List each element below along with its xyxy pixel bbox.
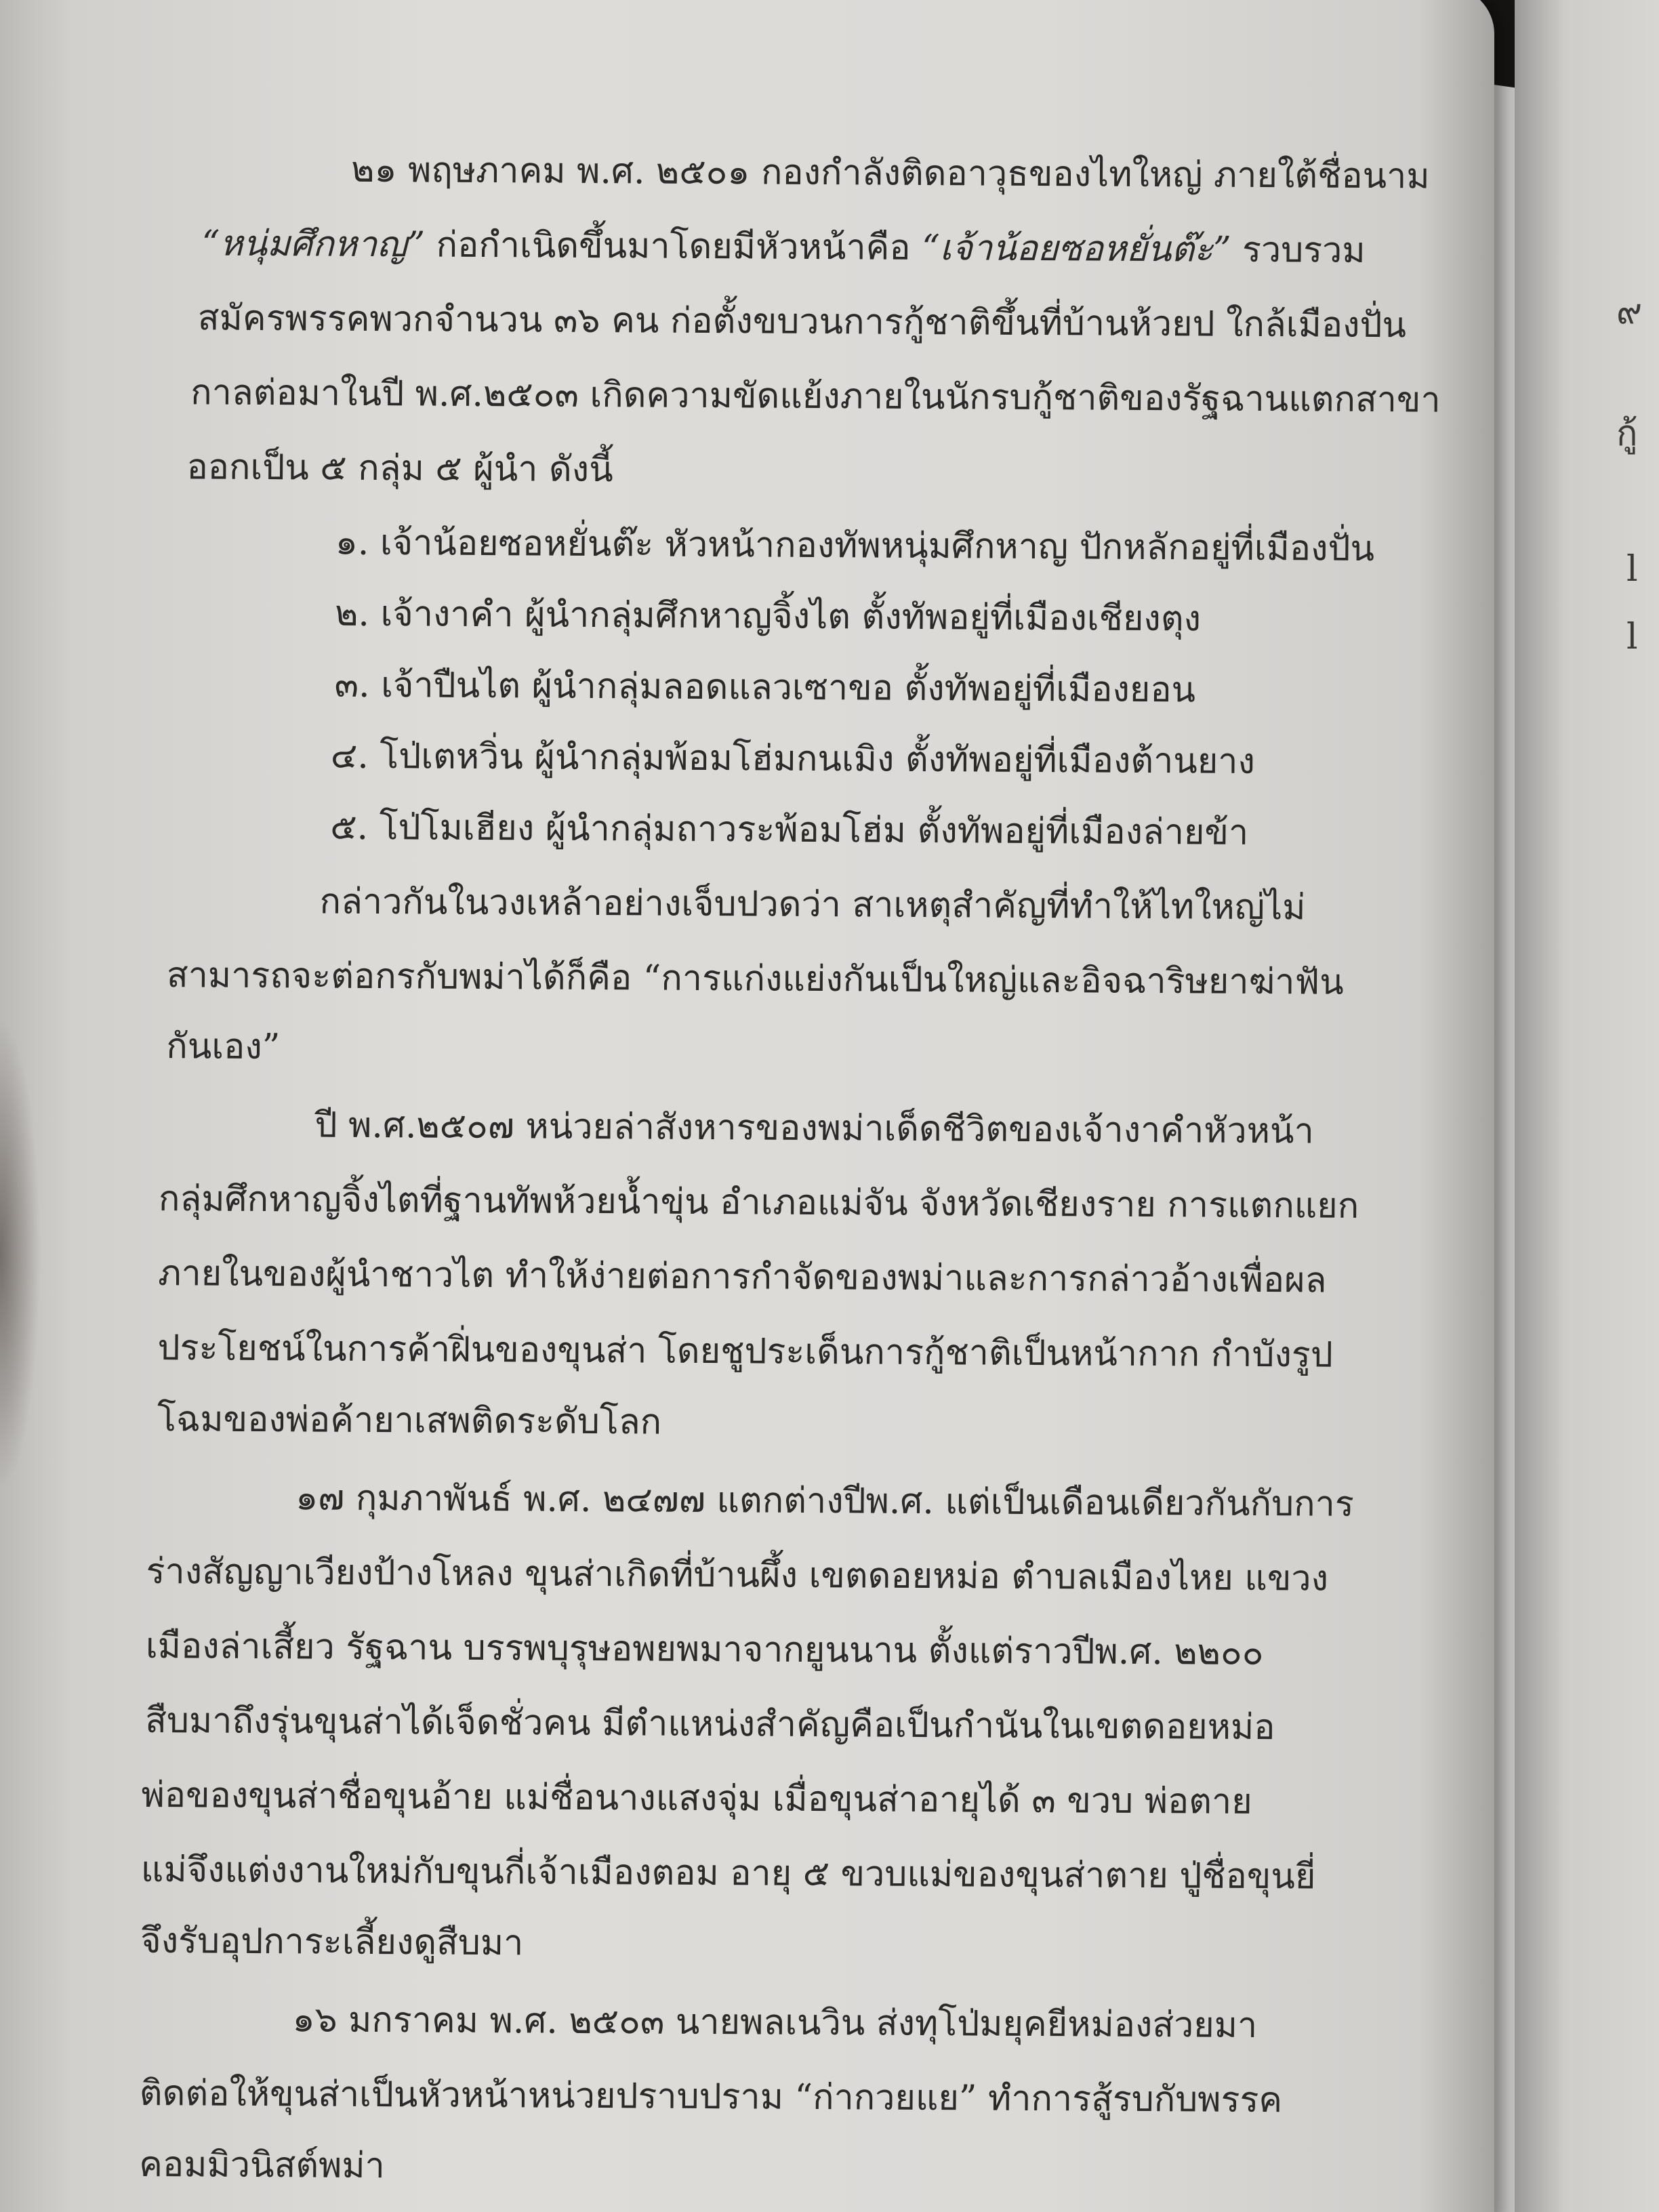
list-item: ๓. เจ้าปืนไต ผู้นำกลุ่มลอดแลวเซาขอ ตั้งทัพอยู่ที่เมืองยอน (334, 664, 1196, 711)
text-line: จึงรับอุปการะเลี้ยงดูสืบมา (140, 1920, 524, 1964)
text-line: พ่อของขุนส่าชื่อขุนอ้าย แม่ชื่อนางแสงจุ่ม เมื่อขุนส่าอายุได้ ๓ ขวบ พ่อตาย (141, 1774, 1252, 1822)
right-page-fragment: l (1626, 617, 1638, 657)
text-line: ออกเป็น ๕ กลุ่ม ๕ ผู้นำ ดังนี้ (186, 447, 613, 491)
list-item: ๔. โป่เตหวิ่น ผู้นำกลุ่มพ้อมโฮ่มกนเมิง ตั้งทัพอยู่ที่เมืองต้านยาง (330, 735, 1256, 782)
text-line: โฉมของพ่อค้ายาเสพติดระดับโลก (157, 1399, 662, 1443)
text-line: เมืองล่าเสี้ยว รัฐฉาน บรรพบุรุษอพยพมาจากยูนนาน ตั้งแต่ราวปีพ.ศ. ๒๒๐๐ (145, 1625, 1264, 1674)
list-item: ๒. เจ้างาคำ ผู้นำกลุ่มศึกหาญจิ้งไต ตั้งทัพอยู่ที่เมืองเชียงตุง (335, 593, 1202, 640)
text-span: รวบรวม (1231, 229, 1366, 271)
text-line: กล่าวกันในวงเหล้าอย่างเจ็บปวดว่า สาเหตุสำคัญที่ทำให้ไทใหญ่ไม่ (319, 881, 1306, 928)
right-page-fragment: l (1626, 549, 1638, 590)
text-line: ๑๖ มกราคม พ.ศ. ๒๕๐๓ นายพลเนวิน ส่งทุโป่มยุคยีหม่องส่วยมา (292, 1999, 1258, 2047)
text-line: สมัครพรรคพวกจำนวน ๓๖ คน ก่อตั้งขบวนการกู้ชาติขึ้นที่บ้านห้วยป ใกล้เมืองปั่น (197, 298, 1407, 346)
text-line: ๑๗ กุมภาพันธ์ พ.ศ. ๒๔๗๗ แตกต่างปีพ.ศ. แต่เป็นเดือนเดียวกันกับการ (295, 1477, 1354, 1525)
text-line: แม่จึงแต่งงานใหม่กับขุนกี่เจ้าเมืองตอม อายุ ๕ ขวบแม่ของขุนส่าตาย ปู่ชื่อขุนยี่ (140, 1849, 1316, 1898)
text-line: กลุ่มศึกหาญจิ้งไตที่ฐานทัพห้วยน้ำขุ่น อำเภอแม่จัน จังหวัดเชียงราย การแตกแยก (158, 1179, 1359, 1227)
text-line: ประโยชน์ในการค้าฝิ่นของขุนส่า โดยชูประเด็นการกู้ชาติเป็นหน้ากาก กำบังรูป (157, 1328, 1333, 1376)
text-line: กันเอง” (166, 1026, 281, 1068)
text-line: ๒๑ พฤษภาคม พ.ศ. ๒๕๐๑ กองกำลังติดอาวุธของไทใหญ่ ภายใต้ชื่อนาม (351, 149, 1430, 197)
text-line (201, 216, 1366, 277)
text-line: สืบมาถึงรุ่นขุนส่าได้เจ็ดชั่วคน มีตำแหน่งสำคัญคือเป็นกำนันในเขตดอยหม่อ (145, 1700, 1275, 1748)
text-span: ก่อกำเนิดขึ้นมาโดยมีหัวหน้าคือ (424, 224, 922, 268)
text-line: ปี พ.ศ.๒๕๐๗ หน่วยล่าสังหารของพม่าเด็ดชีวิตของเจ้างาคำหัวหน้า (314, 1105, 1314, 1152)
text-line: กาลต่อมาในปี พ.ศ.๒๕๐๓ เกิดความขัดแย้งภายในนักรบกู้ชาติของรัฐฉานแตกสาขา (190, 372, 1441, 421)
right-page-fragment: ๙ (1616, 291, 1643, 332)
text-line: ภายในของผู้นำชาวไต ทำให้ง่ายต่อการกำจัดของพม่าและการกล่าวอ้างเพื่อผล (158, 1253, 1327, 1301)
text-line: ร่างสัญญาเวียงป้างโหลง ขุนส่าเกิดที่บ้านผึ้ง เขตดอยหม่อ ตำบลเมืองไหย แขวง (146, 1551, 1329, 1599)
list-item: ๕. โป่โมเฮียง ผู้นำกลุ่มถาวระพ้อมโฮ่ม ตั้งทัพอยู่ที่เมืองล่ายข้า (330, 806, 1249, 853)
list-item: ๑. เจ้าน้อยซอหยั่นต๊ะ หัวหน้ากองทัพหนุ่มศึกหาญ ปักหลักอยู่ที่เมืองปั่น (335, 522, 1375, 570)
right-page-fragment: กู้ (1616, 413, 1638, 454)
quoted-name: “หนุ่มศึกหาญ” (201, 223, 426, 266)
quoted-name: “เจ้าน้อยซอหยั่นต๊ะ” (921, 227, 1231, 270)
text-line: ติดต่อให้ขุนส่าเป็นหัวหน้าหน่วยปราบปราม “ก่ากวยแย” ทำการสู้รบกับพรรค (139, 2072, 1283, 2121)
text-line: คอมมิวนิสต์พม่า (139, 2144, 385, 2187)
text-line: สามารถจะต่อกรกับพม่าได้ก็คือ “การแก่งแย่งกันเป็นใหญ่และอิจฉาริษยาฆ่าฟัน (166, 955, 1344, 1003)
